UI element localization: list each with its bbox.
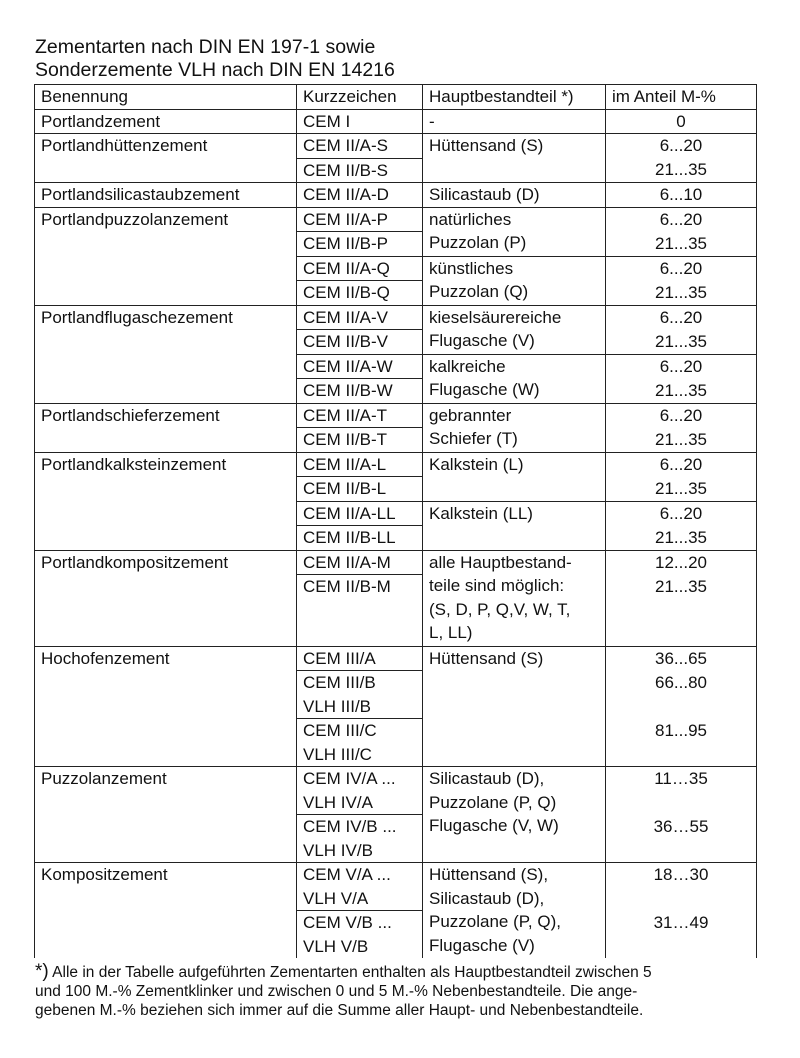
percentage-value: 66...80	[606, 671, 757, 719]
code-line: CEM III/A	[303, 648, 376, 668]
footnote-marker: *)	[35, 961, 49, 982]
percentage-value: 36...65	[606, 646, 757, 671]
footnote-line: Alle in der Tabelle aufgeführten Zementarten enthalten als Hauptbestandteil zwischen 5	[48, 964, 652, 981]
code-line: CEM II/B-M	[303, 577, 391, 596]
document	[34, 36, 758, 1020]
percentage-value: 31…49	[606, 911, 757, 959]
cement-code	[297, 863, 423, 911]
cement-code	[297, 671, 423, 719]
percentage-value: 21...35	[606, 281, 757, 306]
percentage-value: 6...20	[606, 134, 757, 159]
percentage-value: 6...10	[606, 183, 757, 208]
table-row	[35, 305, 757, 330]
footnote-line-1	[35, 962, 775, 982]
code-line: VLH IV/B	[303, 840, 373, 860]
cement-code	[297, 281, 423, 306]
component-line: Flugasche (W)	[429, 380, 540, 399]
component-line: Kalkstein (LL)	[429, 503, 533, 523]
code-line: CEM V/B ...	[303, 913, 392, 932]
component-line: Puzzolan (P)	[429, 233, 527, 252]
component-line: -	[429, 111, 435, 131]
percentage-value: 81...95	[606, 719, 757, 767]
footnote-line: gebenen M.-% beziehen sich immer auf die Summe aller Haupt- und Nebenbestandteile.	[35, 1002, 644, 1019]
percentage-value: 0	[606, 109, 757, 134]
component-line: Schiefer (T)	[429, 429, 518, 448]
percentage-value: 21...35	[606, 232, 757, 257]
table-row	[35, 452, 757, 477]
component-line: Silicastaub (D),	[429, 769, 545, 788]
cement-name: Portlandkompositzement	[35, 550, 297, 646]
percentage-value: 6...20	[606, 452, 757, 477]
table-body	[35, 109, 757, 958]
percentage-value: 6...20	[606, 207, 757, 232]
cement-code	[297, 207, 423, 232]
component-line: künstliches	[429, 258, 514, 278]
component-line: Flugasche (V)	[429, 331, 535, 350]
cement-name: Puzzolanzement	[35, 767, 297, 863]
component-line: Silicastaub (D),	[429, 888, 545, 908]
main-component	[423, 109, 606, 134]
main-component	[423, 354, 606, 403]
component-line: teile sind möglich:	[429, 576, 565, 595]
code-line: VLH IV/A	[303, 792, 373, 812]
main-component	[423, 403, 606, 452]
code-line: CEM II/B-L	[303, 479, 387, 498]
table-row	[35, 134, 757, 159]
main-component	[423, 207, 606, 256]
code-line: CEM I	[303, 111, 351, 131]
table-row	[35, 403, 757, 428]
percentage-value: 6...20	[606, 305, 757, 330]
cement-code	[297, 330, 423, 355]
code-line: CEM II/A-L	[303, 454, 387, 474]
component-line: gebrannter	[429, 405, 512, 425]
percentage-value: 18…30	[606, 863, 757, 911]
title-line: Sonderzemente VLH nach DIN EN 14216	[35, 59, 395, 81]
percentage-value: 11…35	[606, 767, 757, 815]
code-line: VLH V/A	[303, 888, 369, 908]
header-anteil: im Anteil M-%	[606, 85, 757, 110]
table-row	[35, 550, 757, 575]
cement-code	[297, 550, 423, 575]
cement-name: Kompositzement	[35, 863, 297, 959]
code-line: CEM II/B-V	[303, 332, 389, 351]
code-line: CEM II/B-T	[303, 430, 388, 449]
percentage-value: 21...35	[606, 330, 757, 355]
percentage-value: 21...35	[606, 575, 757, 647]
code-line: CEM II/B-W	[303, 381, 393, 400]
code-line: CEM IV/B ...	[303, 817, 397, 836]
code-line: CEM III/B	[303, 673, 376, 692]
cement-code	[297, 158, 423, 183]
component-line: Puzzolane (P, Q)	[429, 792, 557, 812]
percentage-value: 21...35	[606, 379, 757, 404]
component-line: Puzzolan (Q)	[429, 282, 529, 301]
percentage-value: 21...35	[606, 477, 757, 502]
cement-name: Portlandflugaschezement	[35, 305, 297, 403]
component-line: Hüttensand (S)	[429, 136, 544, 155]
component-line: Flugasche (V, W)	[429, 816, 559, 835]
main-component	[423, 501, 606, 550]
code-line: CEM II/A-Q	[303, 258, 390, 278]
cement-code	[297, 815, 423, 863]
percentage-value: 12...20	[606, 550, 757, 575]
cement-code	[297, 911, 423, 959]
cement-code	[297, 452, 423, 477]
cement-code	[297, 477, 423, 502]
code-line: CEM IV/A ...	[303, 769, 396, 788]
cement-code	[297, 232, 423, 257]
component-line: Flugasche (V)	[429, 935, 535, 955]
percentage-value: 21...35	[606, 526, 757, 551]
code-line	[303, 599, 422, 623]
component-line: kalkreiche	[429, 356, 506, 376]
cement-code	[297, 256, 423, 281]
component-line: kieselsäurereiche	[429, 307, 562, 327]
title-line: Zementarten nach DIN EN 197-1 sowie	[35, 36, 376, 58]
document-title	[35, 36, 758, 82]
code-line: CEM II/A-M	[303, 552, 391, 572]
code-line: VLH III/B	[303, 696, 372, 716]
table-row	[35, 183, 757, 208]
cement-code	[297, 575, 423, 647]
cement-name: Portlandzement	[35, 109, 297, 134]
code-line: VLH V/B	[303, 936, 369, 956]
code-line: CEM II/A-LL	[303, 503, 396, 523]
table-row	[35, 646, 757, 671]
cement-code	[297, 354, 423, 379]
code-line: CEM III/C	[303, 721, 377, 740]
cement-name: Hochofenzement	[35, 646, 297, 767]
component-line: Silicastaub (D)	[429, 185, 540, 204]
cement-name: Portlandhüttenzement	[35, 134, 297, 183]
component-line: Kalkstein (L)	[429, 454, 524, 474]
code-line	[303, 622, 422, 646]
code-line: CEM II/A-T	[303, 405, 388, 425]
footnote	[35, 962, 775, 1020]
header-hauptbestandteil: Hauptbestandteil *)	[423, 85, 606, 110]
main-component	[423, 183, 606, 208]
cement-code	[297, 403, 423, 428]
cement-name: Portlandschieferzement	[35, 403, 297, 452]
component-line: L, LL)	[429, 623, 473, 642]
code-line: CEM II/B-Q	[303, 283, 390, 302]
header-benennung: Benennung	[35, 85, 297, 110]
percentage-value: 6...20	[606, 354, 757, 379]
code-line: CEM II/A-P	[303, 209, 389, 229]
code-line: CEM II/B-P	[303, 234, 389, 253]
cement-code	[297, 767, 423, 815]
main-component	[423, 646, 606, 767]
table-row	[35, 109, 757, 134]
main-component	[423, 767, 606, 863]
cement-code	[297, 719, 423, 767]
main-component	[423, 134, 606, 183]
component-line: alle Hauptbestand-	[429, 552, 572, 572]
code-line: VLH III/C	[303, 744, 372, 764]
main-component	[423, 305, 606, 354]
code-line: CEM II/B-LL	[303, 528, 396, 547]
percentage-value: 21...35	[606, 158, 757, 183]
cement-code	[297, 501, 423, 526]
component-line: natürliches	[429, 209, 512, 229]
main-component	[423, 256, 606, 305]
cement-code	[297, 379, 423, 404]
cement-code	[297, 305, 423, 330]
component-line: (S, D, P, Q,V, W, T,	[429, 599, 571, 619]
main-component	[423, 550, 606, 646]
component-line: Hüttensand (S),	[429, 865, 549, 884]
percentage-value: 6...20	[606, 256, 757, 281]
cement-name: Portlandpuzzolanzement	[35, 207, 297, 305]
cement-code	[297, 646, 423, 671]
cement-types-table	[34, 84, 757, 958]
cement-code	[297, 428, 423, 453]
cement-code	[297, 183, 423, 208]
code-line: CEM II/A-S	[303, 136, 389, 155]
percentage-value: 36…55	[606, 815, 757, 863]
code-line: CEM II/A-V	[303, 307, 389, 327]
component-line: Hüttensand (S)	[429, 648, 544, 668]
cement-name: Portlandkalksteinzement	[35, 452, 297, 550]
footnote-line: und 100 M.-% Zementklinker und zwischen 0 und 5 M.-% Nebenbestandteile. Die ange-	[35, 983, 638, 1000]
main-component	[423, 863, 606, 959]
percentage-value: 21...35	[606, 428, 757, 453]
table-row	[35, 207, 757, 232]
header-kurzzeichen: Kurzzeichen	[297, 85, 423, 110]
cement-code	[297, 134, 423, 159]
cement-code	[297, 526, 423, 551]
cement-name: Portlandsilicastaubzement	[35, 183, 297, 208]
cement-code	[297, 109, 423, 134]
code-line: CEM II/A-W	[303, 356, 393, 376]
percentage-value: 6...20	[606, 403, 757, 428]
code-line: CEM II/A-D	[303, 185, 389, 204]
percentage-value: 6...20	[606, 501, 757, 526]
main-component	[423, 452, 606, 501]
code-line: CEM II/B-S	[303, 160, 389, 180]
table-header-row	[35, 85, 757, 110]
code-line: CEM V/A ...	[303, 865, 391, 884]
component-line: Puzzolane (P, Q),	[429, 912, 561, 931]
